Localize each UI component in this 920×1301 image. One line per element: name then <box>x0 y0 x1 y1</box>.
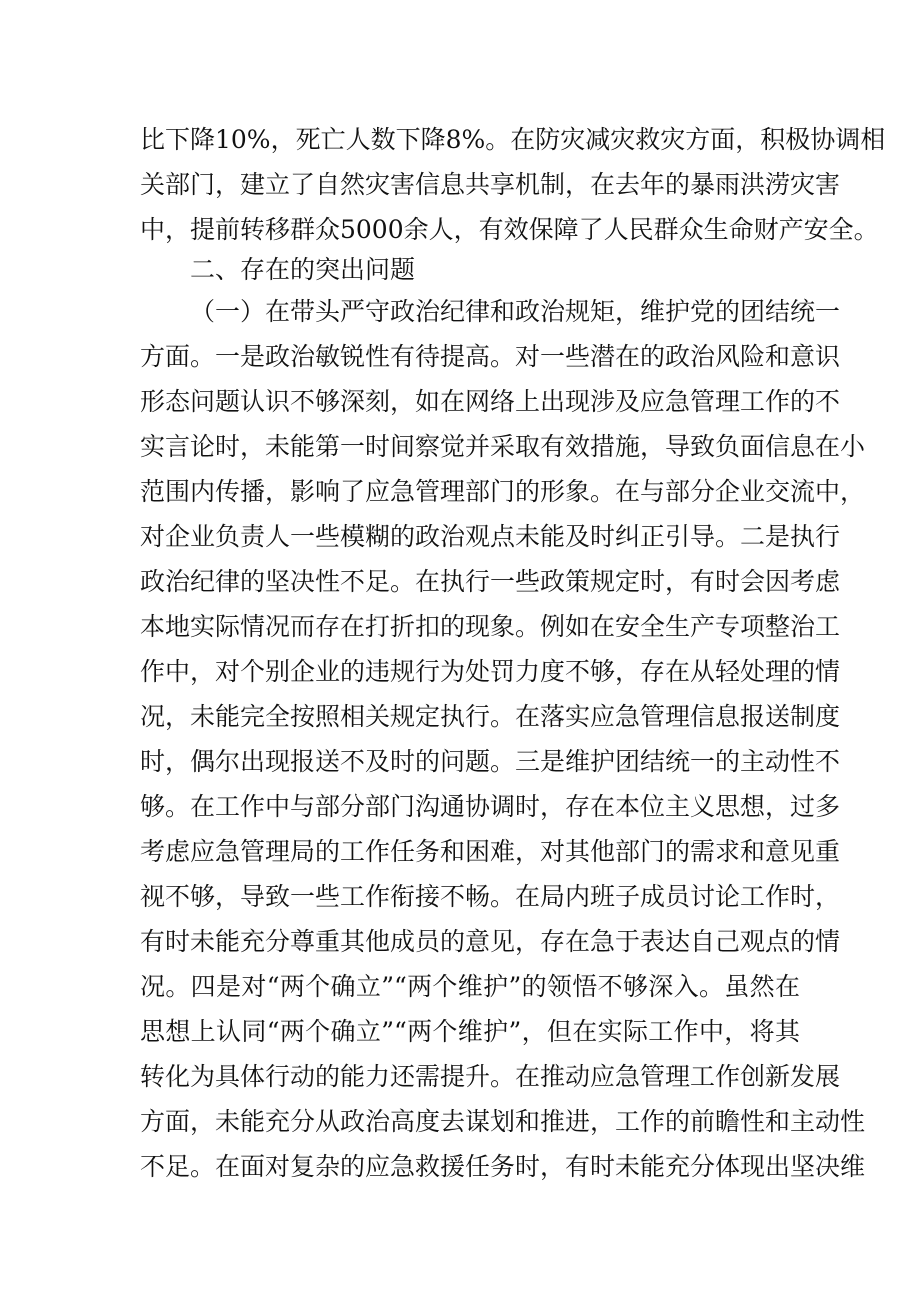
text-line: 况，未能完全按照相关规定执行。在落实应急管理信息报送制度 <box>140 702 841 731</box>
text-line: 对企业负责人一些模糊的政治观点未能及时纠正引导。二是执行 <box>140 522 841 551</box>
section-heading: 二、存在的突出问题 <box>190 255 416 284</box>
text-line: 时，偶尔出现报送不及时的问题。三是维护团结统一的主动性不 <box>140 747 841 776</box>
text-line: 方面，未能充分从政治高度去谋划和推进，工作的前瞻性和主动性 <box>140 1107 866 1136</box>
text-line: 不足。在面对复杂的应急救援任务时，有时未能充分体现出坚决维 <box>140 1152 866 1181</box>
text-line: 况。四是对“两个确立”“两个维护”的领悟不够深入。虽然在 <box>140 972 800 1001</box>
text-line: 作中，对个别企业的违规行为处罚力度不够，存在从轻处理的情 <box>140 657 841 686</box>
text-line: 方面。一是政治敏锐性有待提高。对一些潜在的政治风险和意识 <box>140 342 841 371</box>
text-line: 本地实际情况而存在打折扣的现象。例如在安全生产专项整治工 <box>140 612 841 641</box>
text-line: 范围内传播，影响了应急管理部门的形象。在与部分企业交流中， <box>140 477 866 506</box>
text-line: 思想上认同“两个确立”“两个维护”，但在实际工作中，将其 <box>140 1017 800 1046</box>
text-line: 有时未能充分尊重其他成员的意见，存在急于表达自己观点的情 <box>140 927 841 956</box>
paragraph-first-line: （一）在带头严守政治纪律和政治规矩，维护党的团结统一 <box>190 297 841 326</box>
text-line: 形态问题认识不够深刻，如在网络上出现涉及应急管理工作的不 <box>140 387 841 416</box>
text-line: 比下降10%，死亡人数下降8%。在防灾减灾救灾方面，积极协调相 <box>140 125 886 154</box>
text-line: 中，提前转移群众5000余人，有效保障了人民群众生命财产安全。 <box>140 215 879 244</box>
text-line: 视不够，导致一些工作衔接不畅。在局内班子成员讨论工作时， <box>140 882 841 911</box>
text-line: 够。在工作中与部分部门沟通协调时，存在本位主义思想，过多 <box>140 792 841 821</box>
text-line: 考虑应急管理局的工作任务和困难，对其他部门的需求和意见重 <box>140 837 841 866</box>
text-line: 关部门，建立了自然灾害信息共享机制，在去年的暴雨洪涝灾害 <box>140 170 841 199</box>
text-line: 转化为具体行动的能力还需提升。在推动应急管理工作创新发展 <box>140 1062 841 1091</box>
text-line: 实言论时，未能第一时间察觉并采取有效措施，导致负面信息在小 <box>140 432 866 461</box>
text-line: 政治纪律的坚决性不足。在执行一些政策规定时，有时会因考虑 <box>140 567 841 596</box>
